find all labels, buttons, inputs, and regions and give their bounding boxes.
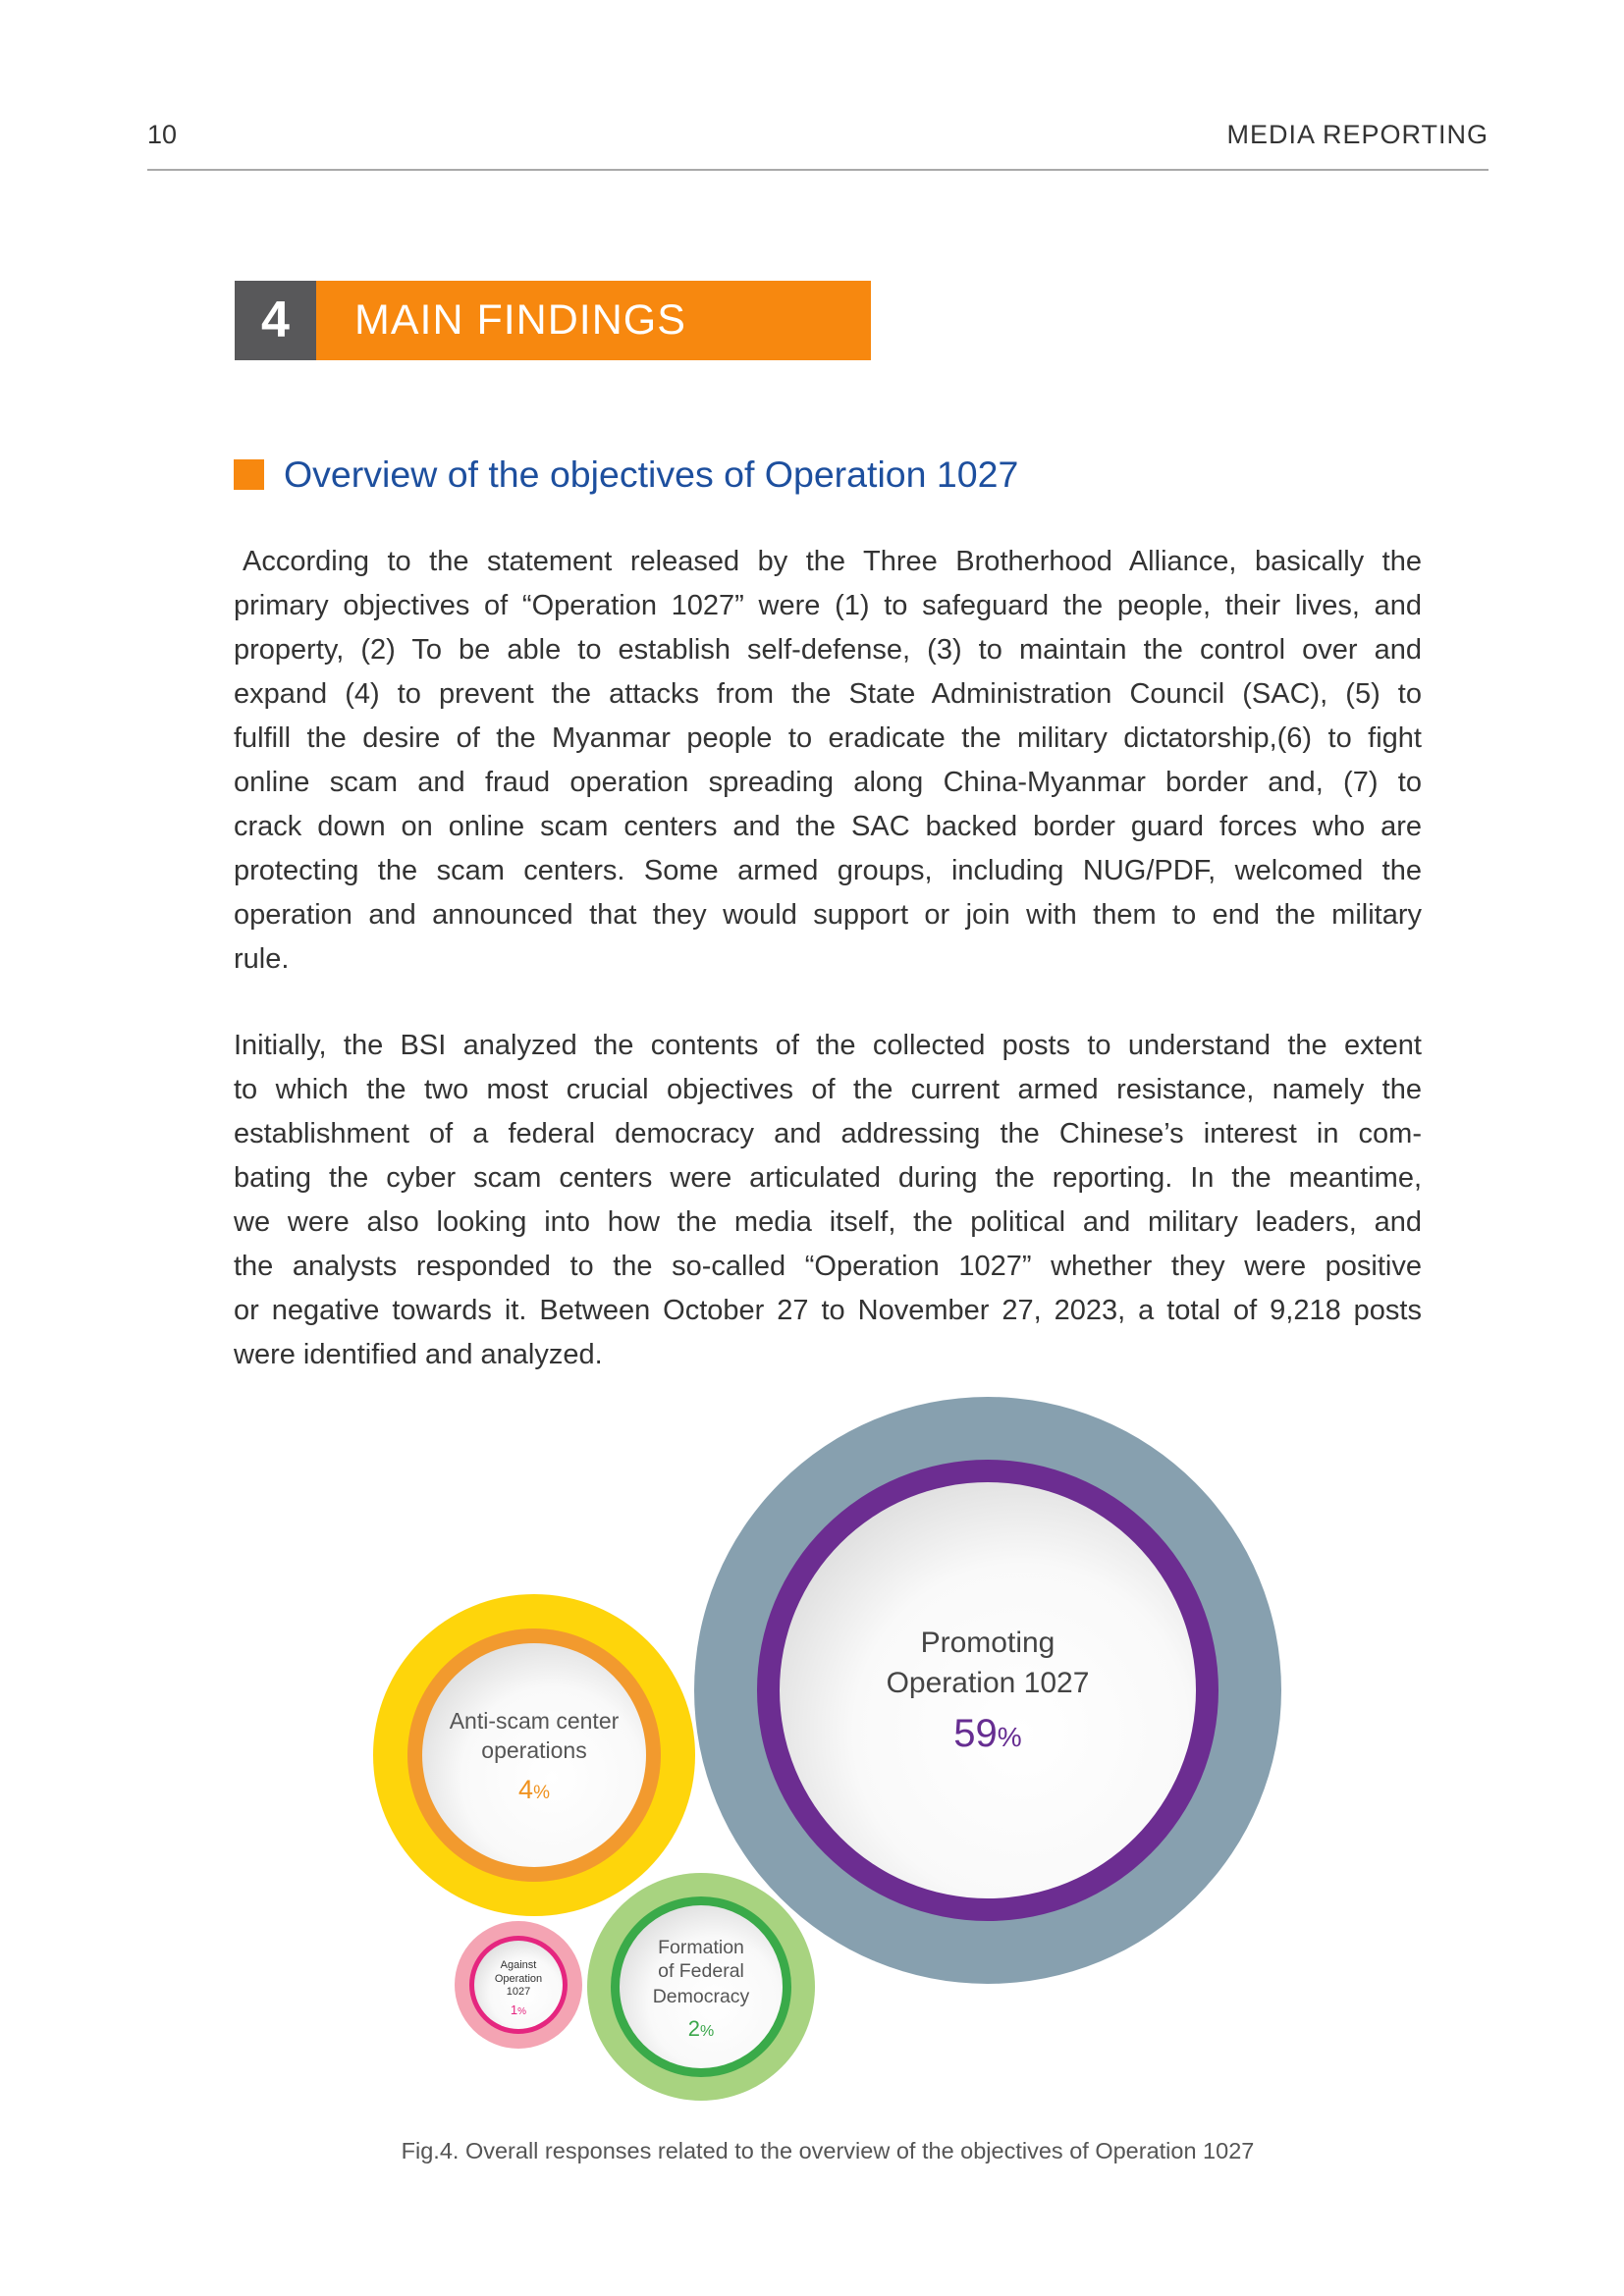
bubble-label-line: 1027 bbox=[506, 1986, 531, 1998]
paragraph-line: protecting the scam centers. Some armed groups, including NUG/PDF, welcomed the bbox=[234, 855, 1422, 886]
paragraph-line: rule. bbox=[234, 943, 290, 975]
bubble-value-number: 2 bbox=[687, 2016, 701, 2041]
bubble-value-number: 4 bbox=[518, 1775, 534, 1804]
figure-caption: Fig.4. Overall responses related to the overview of the objectives of Operation 1027 bbox=[401, 2138, 1255, 2163]
subheading: Overview of the objectives of Operation 1027 bbox=[284, 454, 1019, 495]
bubble-label-line: of Federal bbox=[658, 1960, 744, 1982]
paragraph-line: fulfill the desire of the Myanmar people to eradicate the military dictatorship,(6) to fight bbox=[234, 722, 1422, 754]
paragraph-line: primary objectives of “Operation 1027” were (1) to safeguard the people, their lives, and bbox=[234, 590, 1422, 621]
paragraph-line: expand (4) to prevent the attacks from the State Administration Council (SAC), (5) to bbox=[234, 678, 1422, 710]
paragraph-line: online scam and fraud operation spreading along China-Myanmar border and, (7) to bbox=[234, 767, 1422, 798]
paragraph-line: According to the statement released by the Three Brotherhood Alliance, basically the bbox=[243, 546, 1422, 577]
bubble-label-line: Formation bbox=[658, 1937, 744, 1958]
running-header-title: MEDIA REPORTING bbox=[1226, 120, 1489, 149]
bubble-federal-democracy bbox=[587, 1873, 815, 2101]
bubble-against bbox=[455, 1921, 582, 2049]
paragraph-line: were identified and analyzed. bbox=[234, 1339, 603, 1370]
paragraph-line: operation and announced that they would support or join with them to end the military bbox=[234, 899, 1422, 931]
header-divider bbox=[147, 169, 1489, 171]
paragraph-line: to which the two most crucial objectives of the current armed resistance, namely the bbox=[234, 1074, 1422, 1105]
bubble-label-line: Democracy bbox=[652, 1986, 750, 2007]
bubble-value-number: 59 bbox=[953, 1712, 998, 1755]
bubble-value-unit: % bbox=[700, 2023, 715, 2040]
paragraph-line: establishment of a federal democracy and addressing the Chinese’s interest in com- bbox=[234, 1118, 1422, 1149]
bubble-label-line: operations bbox=[481, 1737, 587, 1763]
bubble-anti-scam bbox=[373, 1594, 695, 1916]
paragraph-line: crack down on online scam centers and the SAC backed border guard forces who are bbox=[234, 811, 1422, 842]
bubble-value-unit: % bbox=[517, 2006, 527, 2017]
paragraph-line: bating the cyber scam centers were articulated during the reporting. In the meantime, bbox=[234, 1162, 1422, 1194]
paragraph-line: Initially, the BSI analyzed the contents of the collected posts to understand the extent bbox=[234, 1030, 1422, 1061]
section-number: 4 bbox=[235, 281, 316, 360]
bubble-value-unit: % bbox=[997, 1722, 1022, 1752]
bubble-label-line: Anti-scam center bbox=[449, 1708, 620, 1734]
bubble-value-number: 1 bbox=[510, 2002, 518, 2017]
bubble-label-line: Promoting bbox=[920, 1627, 1056, 1659]
bubble-label-line: Operation bbox=[494, 1973, 543, 1985]
page-number: 10 bbox=[147, 120, 178, 149]
section-title: MAIN FINDINGS bbox=[316, 281, 871, 360]
bubble-label-line: Operation 1027 bbox=[886, 1667, 1090, 1699]
paragraph-line: the analysts responded to the so-called “Operation 1027” whether they were positive bbox=[234, 1251, 1422, 1282]
paragraph-line: we were also looking into how the media itself, the political and military leaders, and bbox=[234, 1206, 1422, 1238]
bubble-promoting bbox=[694, 1397, 1281, 1984]
bubble-label-line: Against bbox=[500, 1959, 537, 1971]
paragraph-2 bbox=[234, 1024, 1422, 1377]
subheading-bullet bbox=[234, 459, 264, 490]
paragraph-1 bbox=[234, 540, 1422, 982]
bubble-chart bbox=[0, 1374, 1624, 2120]
paragraph-line: property, (2) To be able to establish self-defense, (3) to maintain the control over and bbox=[234, 634, 1422, 666]
paragraph-line: or negative towards it. Between October 27 to November 27, 2023, a total of 9,218 posts bbox=[234, 1295, 1422, 1326]
bubble-value-unit: % bbox=[533, 1783, 550, 1803]
